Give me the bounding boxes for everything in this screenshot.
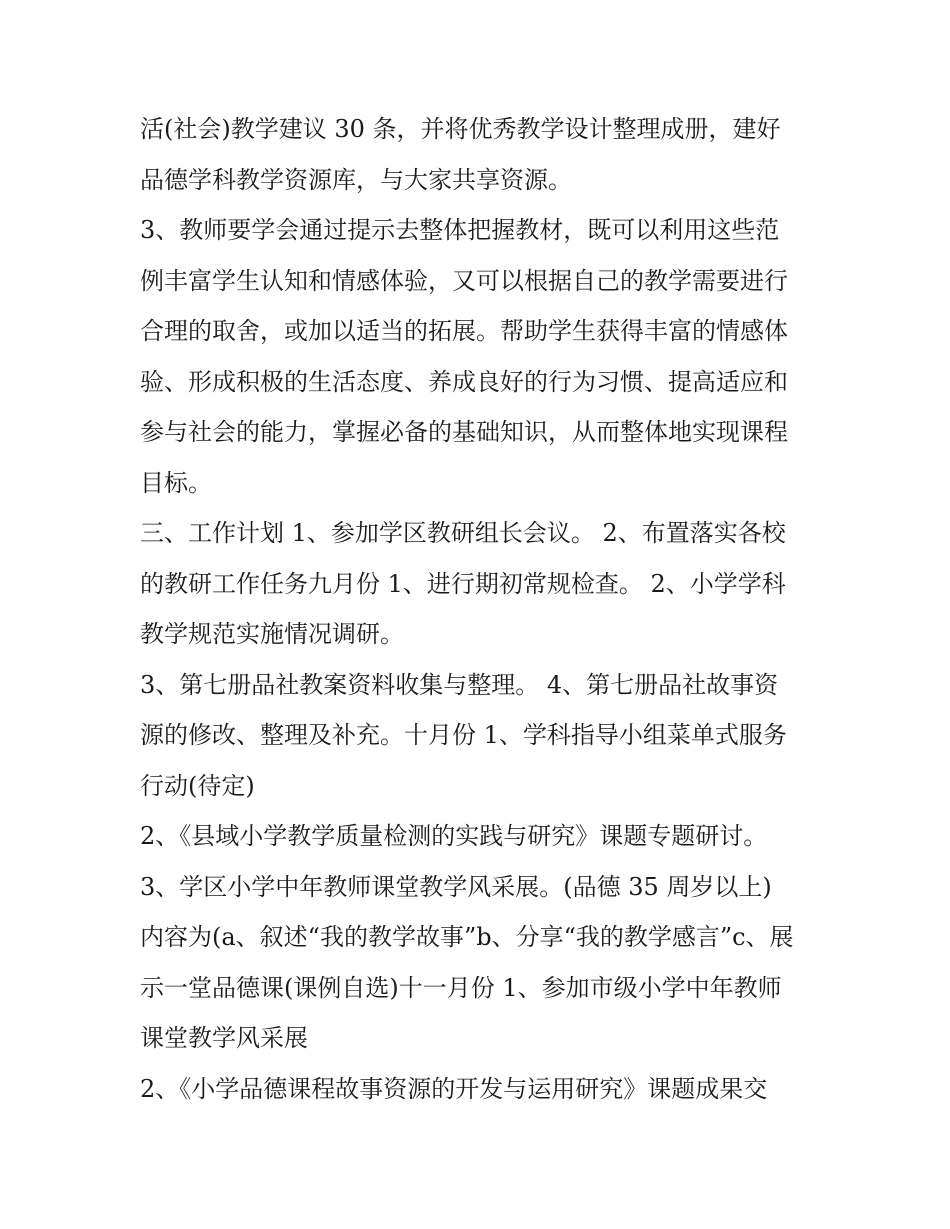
text-line: 2、《县域小学教学质量检测的实践与研究》课题专题研讨。 [140,822,768,850]
text-line: 示一堂品德课(课例自选)十一月份 1、参加市级小学中年教师 [140,973,782,1002]
text-line: 内容为(a、叙述“我的教学故事”b、分享“我的教学感言”c、展 [140,923,794,951]
text-line: 合理的取舍，或加以适当的拓展。帮助学生获得丰富的情感体 [140,317,788,345]
text-line: 目标。 [140,468,212,497]
text-line: 验、形成积极的生活态度、养成良好的行为习惯、提高适应和 [140,367,788,396]
text-line: 品德学科教学资源库，与大家共享资源。 [140,165,572,194]
text-line: 3、学区小学中年教师课堂教学风采展。(品德 35 周岁以上) [140,872,772,901]
text-line: 例丰富学生认知和情感体验，又可以根据自己的教学需要进行 [140,266,788,295]
text-line: 行动(待定) [140,771,255,800]
text-line: 参与社会的能力，掌握必备的基础知识，从而整体地实现课程 [140,418,788,446]
text-line: 教学规范实施情况调研。 [140,620,404,648]
text-line: 课堂教学风采展 [140,1024,308,1052]
text-line: 源的修改、整理及补充。十月份 1、学科指导小组菜单式服务 [140,721,787,749]
text-line: 三、工作计划 1、参加学区教研组长会议。 2、布置落实各校 [140,519,786,547]
text-line: 的教研工作任务九月份 1、进行期初常规检查。 2、小学学科 [140,569,786,598]
text-line: 3、第七册品社教案资料收集与整理。 4、第七册品社故事资 [140,670,779,699]
body-text [140,104,820,1114]
text-line: 3、教师要学会通过提示去整体把握教材，既可以利用这些范 [140,216,780,244]
text-line: 2、《小学品德课程故事资源的开发与运用研究》课题成果交 [140,1074,768,1103]
text-line: 活(社会)教学建议 30 条，并将优秀教学设计整理成册，建好 [140,115,781,143]
